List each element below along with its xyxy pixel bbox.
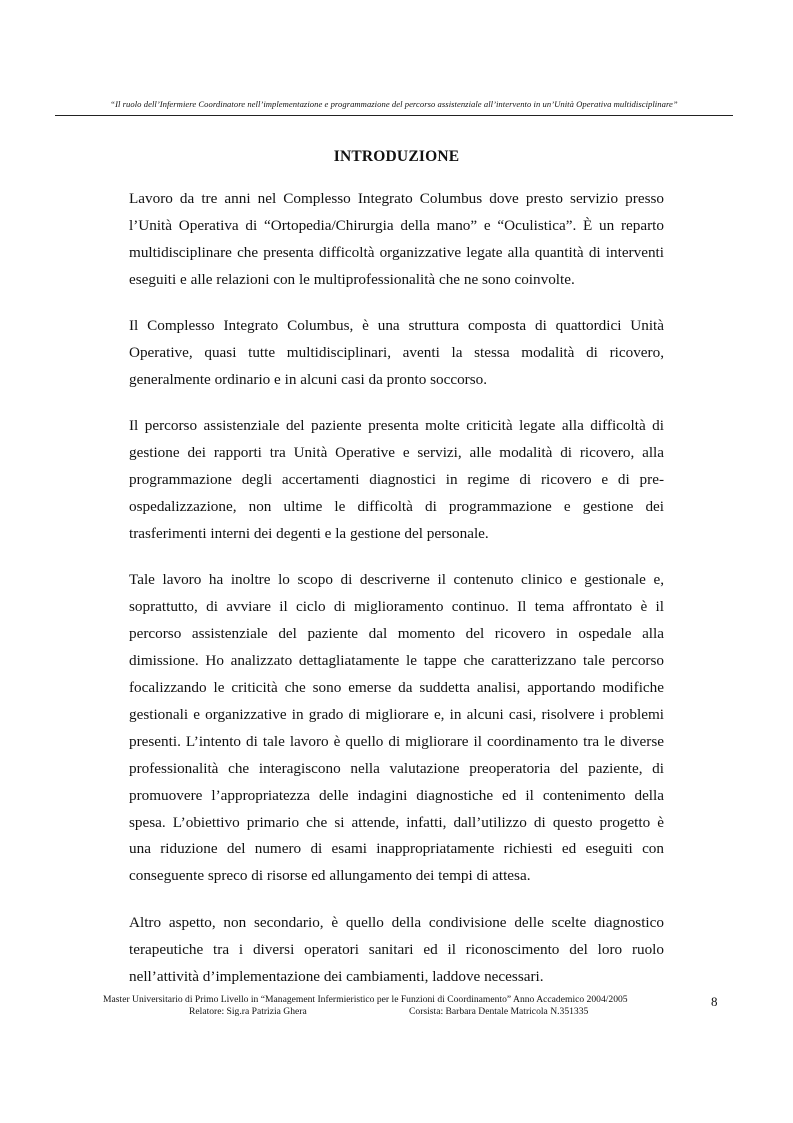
paragraph (129, 910, 664, 991)
paragraph-line: percorso assistenziale del paziente dal momento del ricovero in ospedale alla (129, 625, 664, 643)
paragraph-line: conseguente spreco di risorse ed allungamento dei tempi di attesa. (129, 867, 531, 885)
paragraph (129, 313, 664, 394)
paragraph-line: spesa. L’obiettivo primario che si attende, infatti, dall’utilizzo di questo progetto è (129, 813, 664, 831)
paragraph-line: l’Unità Operativa di “Ortopedia/Chirurgia della mano” e “Oculistica”. È un reparto (129, 216, 664, 234)
footer-master-line: Master Universitario di Primo Livello in “Management Infermieristico per le Funzioni di Coordinamento” Anno Accademico 2004/2005 (103, 994, 628, 1005)
header-rule (55, 115, 733, 116)
paragraph-line: presenti. L’intento di tale lavoro è quello di migliorare il coordinamento tra le diverse (129, 732, 664, 750)
paragraph-line: Il percorso assistenziale del paziente presenta molte criticità legate alla difficoltà di (129, 417, 664, 435)
paragraph (129, 567, 664, 890)
paragraph-line: nell’attività d’implementazione dei cambiamenti, laddove necessari. (129, 967, 544, 985)
page-number: 8 (711, 994, 718, 1009)
paragraph-line: focalizzando le criticità che sono emerse da suddetta analisi, apportando modifiche (129, 679, 664, 696)
paragraph-line: multidisciplinare che presenta difficoltà organizzative legate alla quantità di interventi (129, 243, 664, 261)
running-header: “Il ruolo dell’Infermiere Coordinatore nell’implementazione e programmazione del percorso assistenziale all’intervento in un’Unità Operativa multidisciplinare” (110, 99, 678, 109)
paragraph-line: una riduzione del numero di esami inappropriatamente richiesti ed eseguiti con (129, 840, 664, 858)
footer-corsista: Corsista: Barbara Dentale Matricola N.351335 (409, 1006, 589, 1017)
paragraph-line: Il Complesso Integrato Columbus, è una struttura composta di quattordici Unità (129, 317, 664, 335)
paragraph-line: eseguiti e alle relazioni con le multiprofessionalità che ne sono coinvolte. (129, 270, 575, 288)
paragraph-line: gestione dei rapporti tra Unità Operative e servizi, alle modalità di ricovero, alla (129, 444, 664, 462)
body-text (129, 186, 664, 1010)
paragraph-line: Tale lavoro ha inoltre lo scopo di descriverne il contenuto clinico e gestionale e, (129, 571, 664, 589)
paragraph-line: Lavoro da tre anni nel Complesso Integrato Columbus dove presto servizio presso (129, 190, 664, 207)
paragraph-line: trasferimenti interni dei degenti e la gestione del personale. (129, 524, 489, 542)
paragraph-line: Altro aspetto, non secondario, è quello della condivisione delle scelte diagnostico (129, 913, 664, 931)
paragraph-line: dimissione. Ho analizzato dettagliatamente le tappe che caratterizzano tale percorso (129, 652, 664, 670)
paragraph-line: programmazione degli accertamenti diagnostici in regime di ricovero e di pre- (129, 471, 664, 489)
paragraph-line: terapeutiche tra i diversi operatori sanitari ed il riconoscimento del loro ruolo (129, 940, 664, 958)
paragraph (129, 186, 664, 294)
paragraph-line: ospedalizzazione, non ultime le difficoltà di programmazione e gestione dei (129, 498, 664, 516)
paragraph-line: soprattutto, di avviare il ciclo di miglioramento continuo. Il tema affrontato è il (129, 598, 664, 616)
paragraph-line: gestionali e organizzative in grado di migliorare e, in alcuni casi, risolvere i problemi (129, 705, 664, 723)
paragraph-line: generalmente ordinario e in alcuni casi da pronto soccorso. (129, 370, 488, 388)
paragraph-line: Operative, quasi tutte multidisciplinari, aventi la stessa modalità di ricovero, (129, 344, 664, 362)
paragraph-line: professionalità che interagiscono nella valutazione preoperatoria del paziente, di (129, 759, 664, 777)
paragraph-line: promuovere l’appropriatezza delle indagini diagnostiche ed il contenimento della (129, 786, 664, 804)
footer-relatore: Relatore: Sig.ra Patrizia Ghera (189, 1006, 307, 1017)
paragraph (129, 413, 664, 548)
section-title: INTRODUZIONE (333, 148, 460, 165)
